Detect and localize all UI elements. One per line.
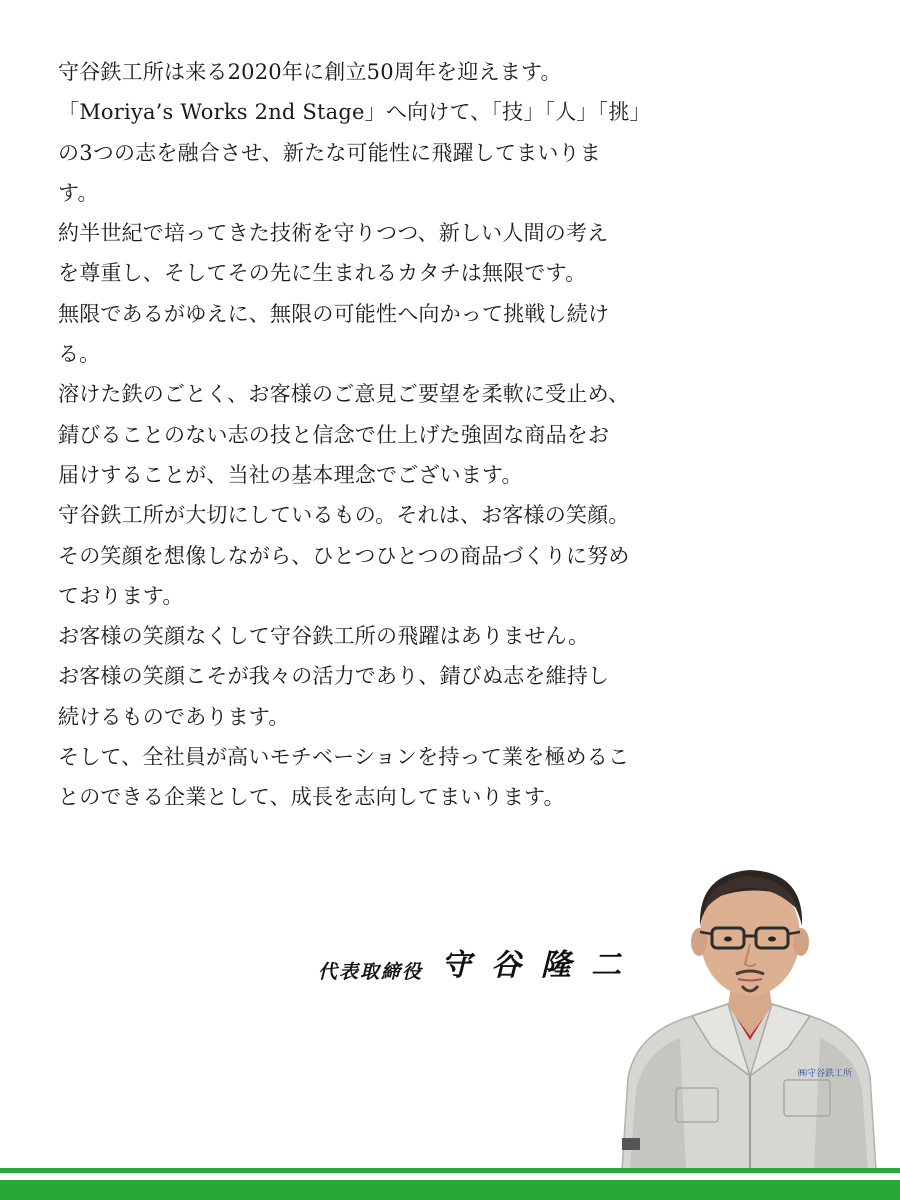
president-photo — [600, 840, 900, 1170]
message-line: 守谷鉄工所が大切にしているもの。それは、お客様の笑顔。 — [58, 503, 630, 528]
message-line: 錆びることのない志の技と信念で仕上げた強固な商品をお — [58, 422, 610, 447]
message-line: す。 — [58, 180, 99, 205]
message-line: お客様の笑顔なくして守谷鉄工所の飛躍はありません。 — [58, 624, 590, 649]
footer-stripes — [0, 1168, 900, 1200]
signature-name: 守谷隆二 — [441, 948, 642, 983]
message-line: ております。 — [58, 583, 184, 608]
message-line: お客様の笑顔こそが我々の活力であり、錆びぬ志を維持し — [58, 664, 610, 689]
message-line: とのできる企業として、成長を志向してまいります。 — [58, 785, 565, 810]
footer-stripe-thin — [0, 1168, 900, 1173]
message-line: を尊重し、そしてその先に生まれるカタチは無限です。 — [58, 261, 587, 286]
signature — [318, 938, 641, 984]
footer-stripe-thick — [0, 1180, 900, 1200]
message-line: 続けるものであります。 — [58, 704, 290, 729]
message-line: 溶けた鉄のごとく、お客様のご意見ご要望を柔軟に受止め、 — [58, 382, 630, 407]
president-portrait — [600, 840, 900, 1170]
message-line: そして、全社員が高いモチベーションを持って業を極めるこ — [58, 745, 630, 770]
message-line: その笑顔を想像しながら、ひとつひとつの商品づくりに努め — [58, 543, 630, 568]
message-line: 守谷鉄工所は来る2020年に創立50周年を迎えます。 — [58, 60, 562, 84]
message-line: の3つの志を融合させ、新たな可能性に飛躍してまいりま — [58, 140, 601, 165]
signature-title: 代表取締役 — [318, 961, 424, 983]
company-message — [58, 52, 758, 818]
message-line: 無限であるがゆえに、無限の可能性へ向かって挑戦し続け — [58, 301, 610, 326]
jacket-badge-text: ㈱守谷鉄工所 — [798, 1069, 853, 1079]
message-line: 約半世紀で培ってきた技術を守りつつ、新しい人間の考え — [58, 221, 609, 246]
message-line: 届けすることが、当社の基本理念でございます。 — [58, 462, 523, 487]
message-line: る。 — [58, 342, 101, 367]
message-line: 「Moriya’s Works 2nd Stage」へ向けて、「技」「人」「挑」 — [58, 100, 651, 125]
